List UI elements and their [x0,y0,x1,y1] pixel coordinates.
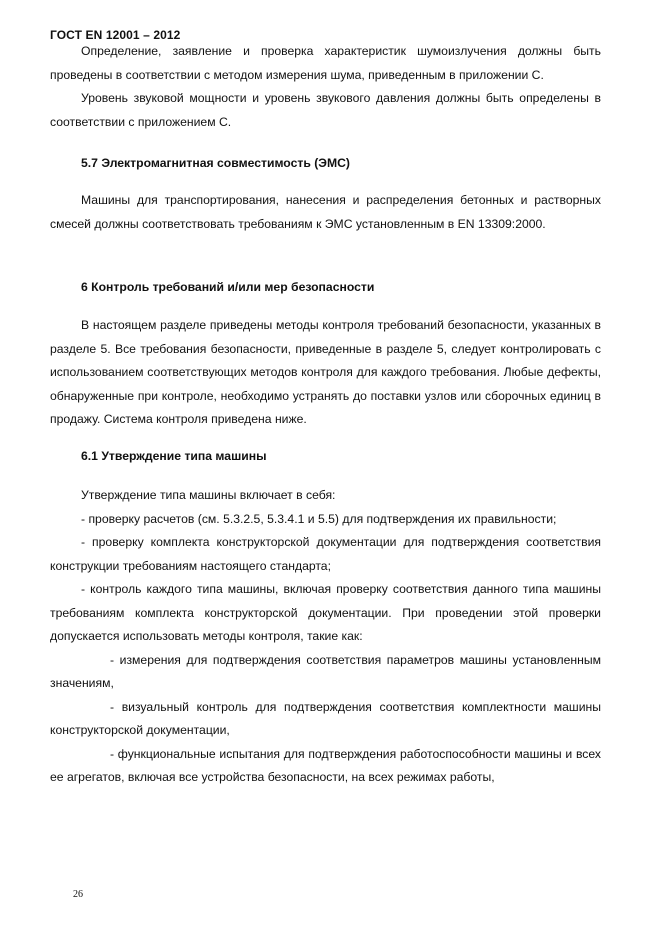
paragraph: Машины для транспортирования, нанесения и распределения бетонных и растворных смесей должны соответствовать требованиям к ЭМС установленным в EN 13309:2000. [50,193,601,231]
heading-6-1: 6.1 Утверждение типа машины [81,449,267,463]
heading-5-7: 5.7 Электромагнитная совместимость (ЭМС) [81,156,350,170]
list-item: - проверку расчетов (см. 5.3.2.5, 5.3.4.1 и 5.5) для подтверждения их правильности; [81,511,557,526]
sub-list-item: - функциональные испытания для подтверждения работоспособности машины и всех ее агрегатов, включая все устройства безопасности, на всех режимах работы, [50,746,601,784]
standard-header: ГОСТ EN 12001 – 2012 [50,28,181,42]
paragraph: Уровень звуковой мощности и уровень звукового давления должны быть определены в соответствии с приложением С. [50,91,601,129]
emc-paragraph-block [50,189,601,236]
type-approval-block [50,484,601,790]
list-item: - проверку комплекта конструкторской документации для подтверждения соответствия конструкции требованиям настоящего стандарта; [50,535,601,573]
sub-list-item: - измерения для подтверждения соответствия параметров машины установленным значениям, [50,652,601,690]
control-paragraph-block [50,314,601,432]
sub-list-item: - визуальный контроль для подтверждения соответствия комплектности машины конструкторской документации, [50,699,601,737]
paragraph: Утверждение типа машины включает в себя: [81,488,336,502]
paragraph: Определение, заявление и проверка характеристик шумоизлучения должны быть проведены в соответствии с методом измерения шума, приведенным в приложении С. [50,44,601,82]
list-item: - контроль каждого типа машины, включая проверку соответствия данного типа машины требованиям комплекта конструкторской документации. При проведении этой проверки допускается использовать методы контроля, такие как: [50,582,601,643]
heading-6: 6 Контроль требований и/или мер безопасности [81,280,375,294]
noise-paragraphs [50,40,601,134]
paragraph: В настоящем разделе приведены методы контроля требований безопасности, указанных в разделе 5. Все требования безопасности, приведенные в разделе 5, следует контролировать с использованием соответствующих методов контроля для каждого требования. Любые дефекты, обнаруженные при контроле, необходимо устранять до поставки узлов или сборочных единиц в продажу. Система контроля приведена ниже. [50,318,601,426]
page-number: 26 [73,889,83,900]
